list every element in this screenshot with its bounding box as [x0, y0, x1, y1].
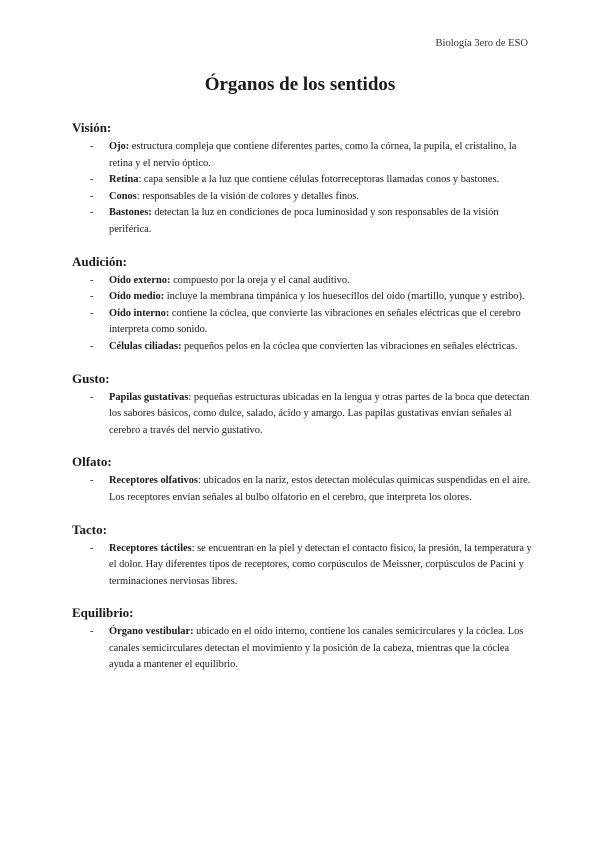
section-heading-label: Gusto: [72, 370, 106, 386]
item-term: Órgano vestibular:: [109, 626, 194, 638]
item-description: incluye la membrana timpánica y los huesecillos del oído (martillo, yunque y estribo).: [164, 291, 525, 303]
bullet-list: [72, 624, 532, 674]
item-term: Papilas gustativas: [109, 391, 189, 403]
list-item: [72, 289, 532, 306]
section-heading: [72, 454, 532, 470]
list-item: [72, 189, 532, 206]
section-heading: [72, 522, 532, 538]
list-item: [72, 390, 532, 440]
bullet-list: [72, 541, 532, 591]
list-item: [72, 624, 532, 674]
section-heading: [72, 120, 532, 136]
bullet-list: [72, 390, 532, 440]
item-description: detectan la luz en condiciones de poca luminosidad y son responsables de la visión periférica.: [109, 207, 499, 235]
list-item: [72, 339, 532, 356]
section-heading: [72, 254, 532, 270]
item-term: Retina: [109, 174, 139, 186]
item-description: ubicado en el oído interno, contiene los canales semicirculares y la cóclea. Los canales semicirculares detectan el movimiento y la posición de la cabeza, mientras que la cóclea ayuda a mantener el equilibrio.: [109, 626, 524, 671]
heading-colon: :: [105, 370, 110, 386]
document-body: [72, 120, 532, 689]
item-term: Conos: [109, 190, 137, 202]
item-description: estructura compleja que contiene diferentes partes, como la córnea, la pupila, el cristalino, la retina y el nervio óptico.: [109, 141, 517, 169]
section-heading: [72, 371, 532, 387]
item-term: Oído externo:: [109, 274, 171, 286]
bullet-list: [72, 139, 532, 239]
dash-bullet-icon: -: [90, 141, 94, 152]
item-term: Receptores táctiles: [109, 542, 192, 554]
section-heading-label: Tacto: [72, 521, 103, 537]
heading-colon: :: [106, 120, 112, 135]
section: [72, 605, 532, 674]
dash-bullet-icon: -: [90, 391, 94, 403]
item-description: compuesto por la oreja y el canal auditivo.: [170, 274, 350, 286]
list-item: [72, 541, 532, 591]
dash-bullet-icon: -: [90, 274, 94, 286]
dash-bullet-icon: -: [90, 174, 94, 186]
list-item: [72, 205, 532, 238]
section-heading: [72, 605, 532, 621]
section: [72, 522, 532, 591]
item-term: Bastones:: [109, 207, 152, 219]
heading-colon: :: [129, 605, 134, 621]
dash-bullet-icon: -: [90, 307, 94, 319]
item-description: : ubicados en la nariz, estos detectan moléculas químicas suspendidas en el aire. Los receptores envían señales al bulbo olfatorio en el cerebro, que interpreta los olores.: [109, 475, 531, 503]
item-description: : se encuentran en la piel y detectan el contacto físico, la presión, la temperatura y el dolor. Hay diferentes tipos de receptores, como corpúsculos de Meissner, corpúsculos de Pacini y terminaciones nerviosas libres.: [109, 542, 532, 587]
item-description: : responsables de la visión de colores y detalles finos.: [136, 190, 359, 202]
item-description: : pequeñas estructuras ubicadas en la lengua y otras partes de la boca que detectan los sabores básicos, como dulce, salado, ácido y amargo. Las papilas gustativas envían señales al cerebro a través del nervio gustativo.: [109, 391, 530, 436]
list-item: [72, 306, 532, 339]
heading-colon: :: [122, 253, 127, 269]
list-item: [72, 172, 532, 189]
section-heading-label: Olfato: [72, 454, 108, 470]
dash-bullet-icon: -: [90, 475, 94, 487]
item-description: pequeños pelos en la cóclea que convierten las vibraciones en señales eléctricas.: [181, 340, 518, 352]
section-heading-label: Equilibrio: [72, 605, 130, 621]
list-item: [72, 273, 532, 290]
bullet-list: [72, 473, 532, 506]
item-description: : capa sensible a la luz que contiene células fotorreceptoras llamadas conos y bastones.: [138, 174, 500, 186]
course-header: Biología 3ero de ESO: [435, 38, 528, 49]
item-description: contiene la cóclea, que convierte las vibraciones en señales eléctricas que el cerebro interpreta como sonido.: [109, 307, 521, 336]
list-item: [72, 139, 532, 172]
section-heading-label: Visión: [72, 120, 107, 135]
dash-bullet-icon: -: [90, 291, 94, 303]
dash-bullet-icon: -: [90, 207, 94, 219]
section: [72, 120, 532, 239]
bullet-list: [72, 273, 532, 356]
item-term: Ojo:: [109, 141, 130, 152]
list-item: [72, 473, 532, 506]
dash-bullet-icon: -: [90, 190, 94, 202]
item-term: Oído medio:: [109, 291, 165, 303]
heading-colon: :: [102, 521, 107, 537]
dash-bullet-icon: -: [90, 542, 94, 554]
dash-bullet-icon: -: [90, 626, 94, 638]
page-title: Órganos de los sentidos: [204, 74, 396, 95]
dash-bullet-icon: -: [90, 340, 94, 352]
section: [72, 454, 532, 506]
item-term: Células ciliadas:: [109, 340, 182, 352]
item-term: Receptores olfativos: [109, 475, 198, 487]
item-term: Oído interno:: [109, 307, 170, 319]
section: [72, 371, 532, 440]
heading-colon: :: [107, 454, 112, 470]
section-heading-label: Audición: [72, 253, 123, 269]
section: [72, 254, 532, 356]
